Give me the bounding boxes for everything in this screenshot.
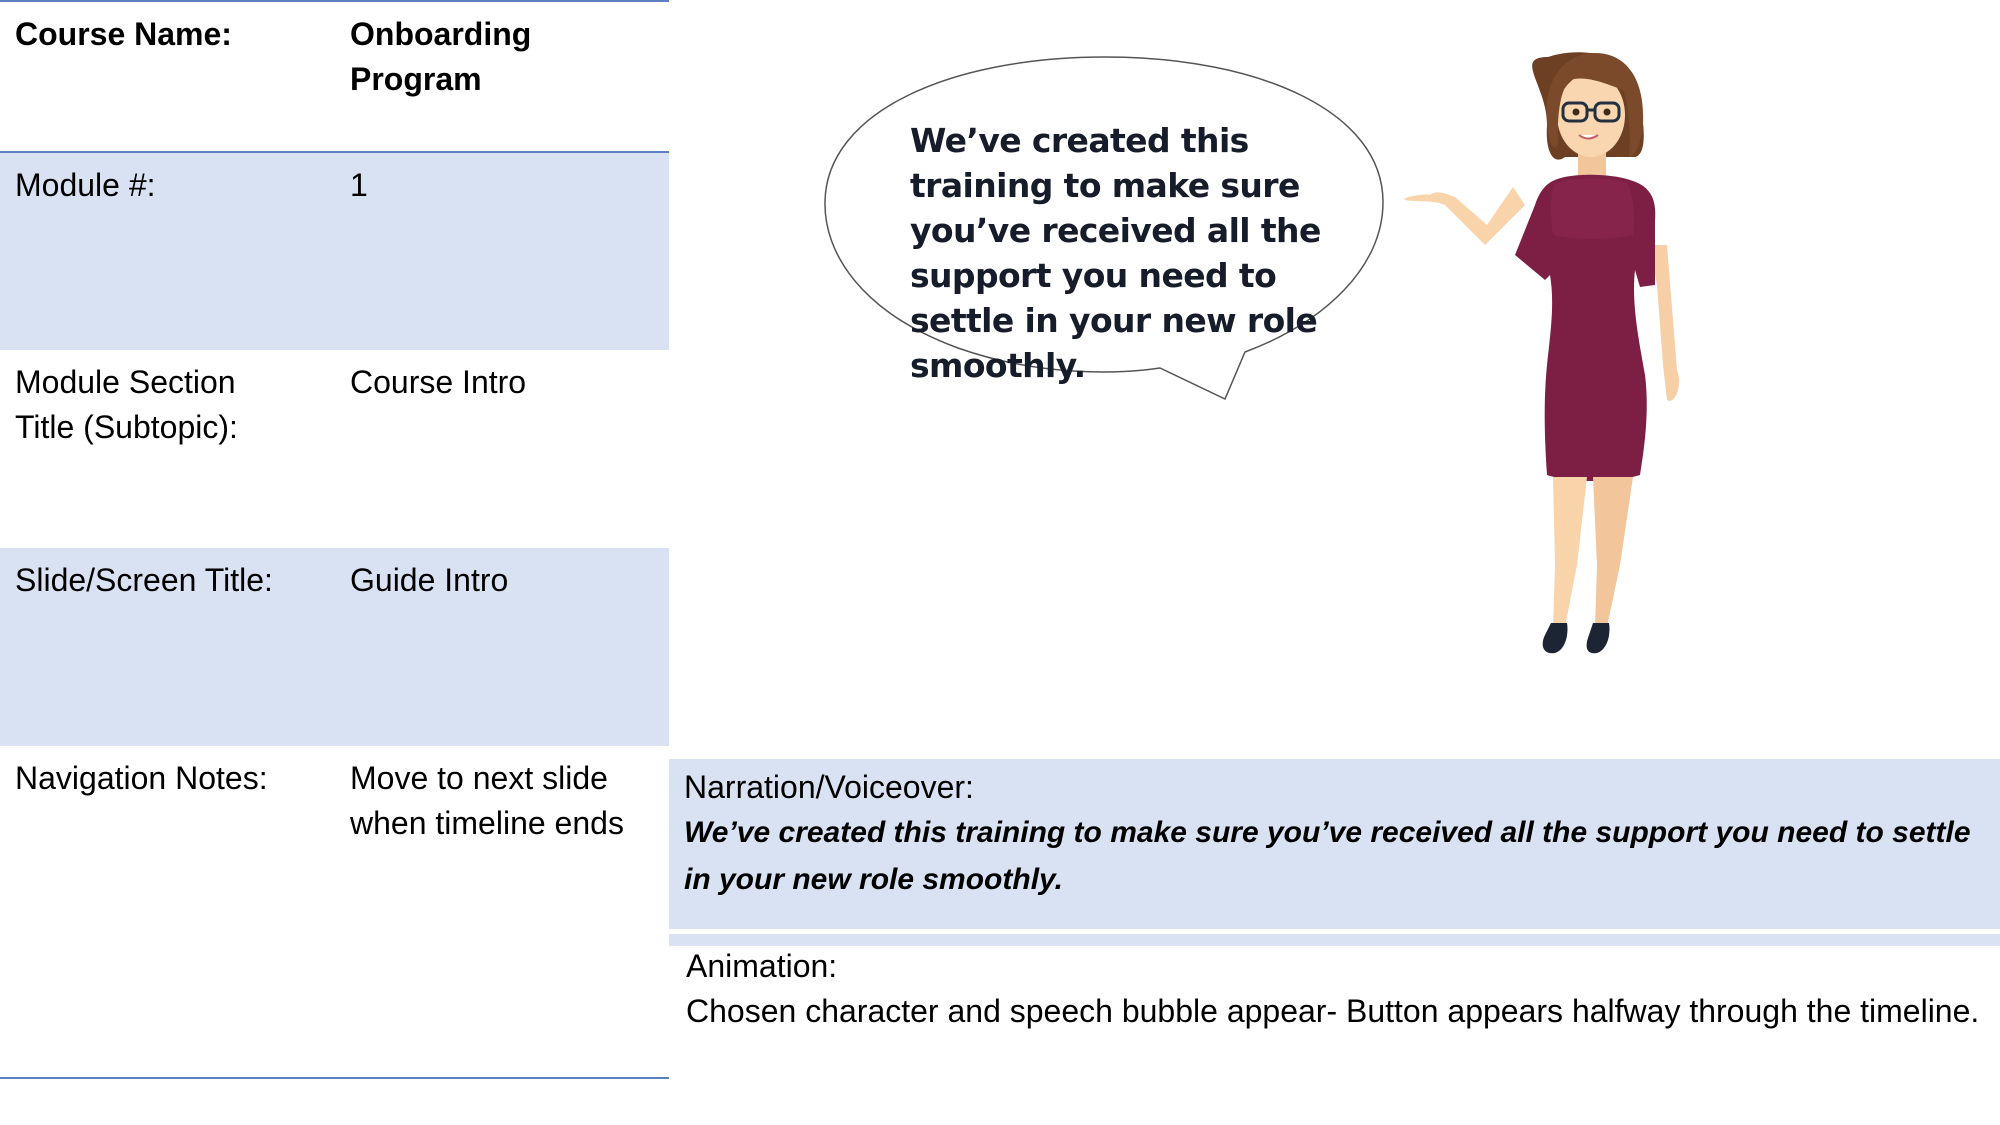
navigation-notes-label: Navigation Notes: [15, 760, 268, 796]
animation-box [669, 944, 2000, 1078]
animation-label: Animation: [686, 948, 838, 984]
animation-text: Chosen character and speech bubble appear- Button appears halfway through the timeline. [686, 993, 1980, 1029]
row-navigation-notes [0, 746, 669, 1077]
presenter-woman-icon [1395, 45, 1695, 655]
speech-bubble-text: We’ve created this training to make sure you’ve received all the support you need to settle in your new role smoothly. [910, 121, 1321, 385]
module-number-value: 1 [350, 167, 368, 203]
course-name-value: Onboarding Program [350, 16, 532, 97]
row-course-name [0, 2, 669, 151]
row-module-section-title [0, 350, 669, 548]
slide-title-value: Guide Intro [350, 562, 509, 598]
row-slide-title [0, 548, 669, 746]
narration-label: Narration/Voiceover: [684, 769, 974, 805]
module-section-title-value: Course Intro [350, 364, 527, 400]
narration-text: We’ve created this training to make sure you’ve received all the support you need to settle in your new role smoothly. [684, 816, 1971, 896]
module-number-label: Module #: [15, 167, 156, 203]
slide-title-label: Slide/Screen Title: [15, 562, 273, 598]
row-module-number [0, 153, 669, 350]
navigation-notes-value: Move to next slide when timeline ends [350, 760, 624, 841]
module-section-title-label: Module Section Title (Subtopic): [15, 364, 238, 445]
course-name-label: Course Name: [15, 16, 232, 52]
table-bottom-rule [0, 1077, 669, 1079]
speech-bubble [820, 52, 1390, 412]
presenter-character [1395, 45, 1695, 655]
narration-box [669, 759, 2000, 929]
